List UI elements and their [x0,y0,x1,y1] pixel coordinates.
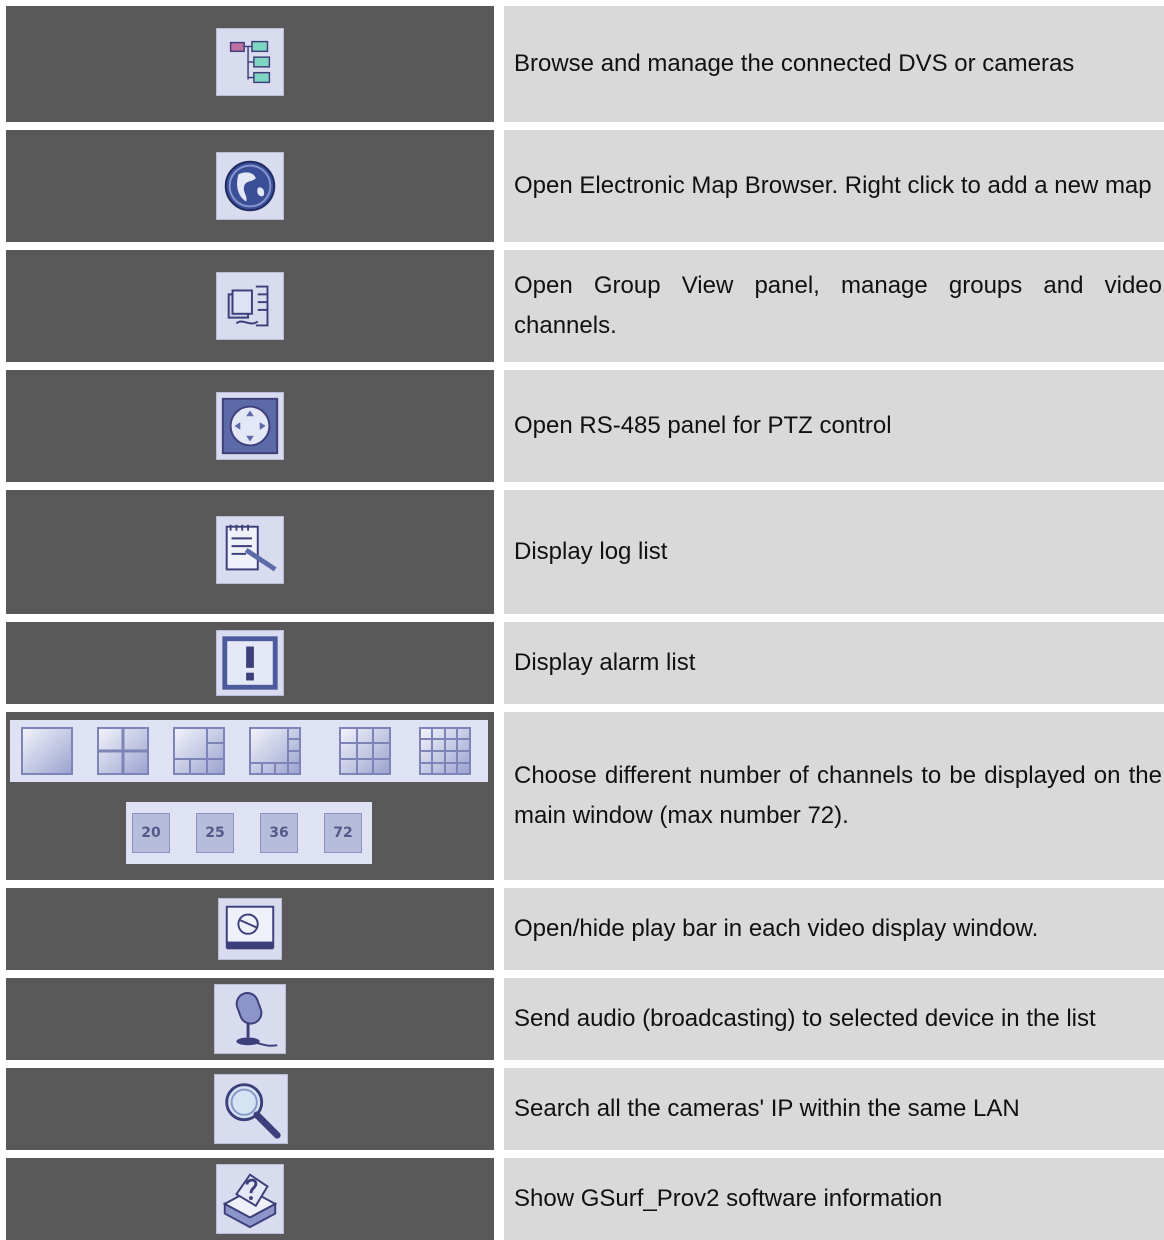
help-box-icon[interactable] [216,1164,284,1234]
table-row [6,888,1164,970]
ptz-control-icon[interactable] [216,392,284,460]
row-description: Open RS-485 panel for PTZ control [514,412,892,439]
description-cell [504,6,1164,122]
channels-36-button[interactable]: 36 [260,813,298,853]
magnifier-icon[interactable] [214,1074,288,1144]
table-row [6,130,1164,242]
table-row [6,6,1164,122]
table-row [6,490,1164,614]
table-row [6,370,1164,482]
layout-6-button[interactable] [174,728,224,774]
table-row [6,712,1164,880]
table-row [6,1068,1164,1150]
icon-cell [6,1068,494,1150]
row-description: Open Group View panel, manage groups and video channels. [514,272,1162,339]
icon-cell [6,888,494,970]
icon-cell [6,622,494,704]
layout-16-button[interactable] [420,728,470,774]
table-row [6,978,1164,1060]
row-description: Display log list [514,538,668,565]
layout-9-button[interactable] [340,728,390,774]
channels-72-button[interactable]: 72 [324,813,362,853]
icon-cell [6,370,494,482]
description-cell [504,250,1164,362]
description-cell [504,978,1164,1060]
description-cell [504,1068,1164,1150]
row-description: Browse and manage the connected DVS or cameras [514,50,1075,77]
number-button-strip [126,802,372,864]
channels-25-button[interactable]: 25 [196,813,234,853]
layout-button-strip [10,720,488,782]
description-cell [504,490,1164,614]
description-cell [504,370,1164,482]
row-description: Show GSurf_Prov2 software information [514,1185,943,1212]
microphone-icon[interactable] [214,984,286,1054]
icon-cell [6,490,494,614]
device-tree-icon[interactable] [216,28,284,96]
description-cell [504,888,1164,970]
group-view-icon[interactable] [216,272,284,340]
play-bar-icon[interactable] [218,898,282,960]
description-cell [504,130,1164,242]
channels-20-button[interactable]: 20 [132,813,170,853]
row-description: Open Electronic Map Browser. Right click to add a new map [514,172,1152,199]
table-row [6,622,1164,704]
table-row [6,1158,1164,1240]
icon-cell [6,712,494,880]
alarm-exclamation-icon[interactable] [216,630,284,696]
log-notepad-icon[interactable] [216,516,284,584]
row-description: Choose different number of channels to be displayed on the main window (max number 72). [514,762,1162,829]
description-cell [504,712,1164,880]
description-cell [504,622,1164,704]
row-description: Display alarm list [514,649,696,676]
icon-cell [6,1158,494,1240]
description-cell [504,1158,1164,1240]
icon-cell [6,6,494,122]
layout-8-button[interactable] [250,728,300,774]
row-description: Send audio (broadcasting) to selected device in the list [514,1005,1096,1032]
icon-cell [6,130,494,242]
table-row [6,250,1164,362]
row-description: Open/hide play bar in each video display window. [514,915,1039,942]
layout-4-button[interactable] [98,728,148,774]
icon-cell [6,250,494,362]
globe-icon[interactable] [216,152,284,220]
row-description: Search all the cameras' IP within the same LAN [514,1095,1020,1122]
layout-1-button[interactable] [22,728,72,774]
icon-cell [6,978,494,1060]
